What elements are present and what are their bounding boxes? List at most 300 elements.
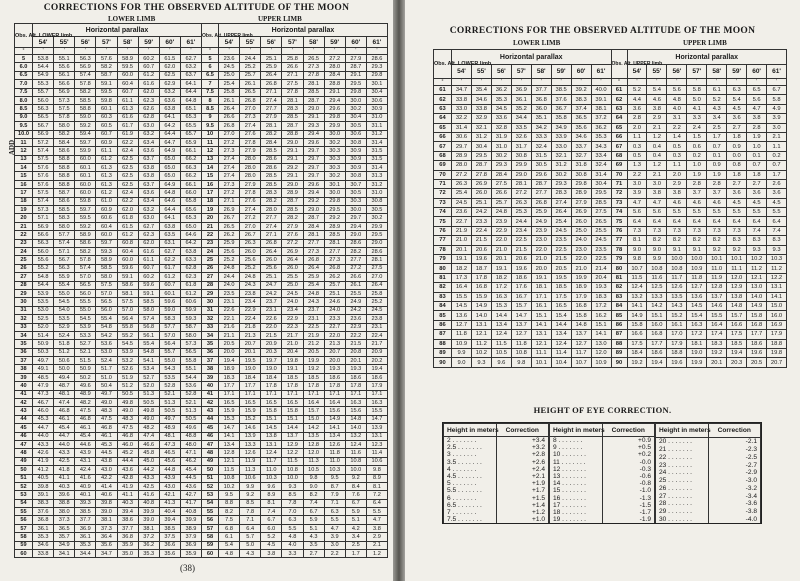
correction-cell: 47.5 [117,424,138,432]
correction-cell: 64.9 [159,147,180,155]
correction-cell: 17.0 [667,330,687,339]
hp-column-header: 58' [531,65,551,79]
correction-cell: 29.1 [282,155,303,163]
table-row [15,499,388,507]
correction-cell: 19.2 [627,358,647,367]
correction-cell: 0.8 [727,161,747,170]
correction-cell: 31.4 [591,170,611,179]
table-row [550,509,655,516]
hp-column-header: 60' [571,65,591,79]
correction-cell: 4.7 [324,524,345,532]
altitude-cell: 80 [611,264,627,273]
correction-cell: 29.7 [303,164,324,172]
correction-cell: 59.5 [96,88,117,96]
correction-cell: 54.5 [75,315,96,323]
correction-cell: 3.8 [261,550,282,558]
correction-cell: 27.4 [219,172,240,180]
hp-column-header: 60' [159,37,180,48]
correction-value: -3.0 [708,477,761,485]
altitude-cell: 81 [611,273,627,282]
correction-cell: 52.6 [117,365,138,373]
table-row [656,492,761,500]
correction-cell: 64.7 [159,138,180,146]
correction-cell: 20.2 [366,357,387,365]
correction-cell: 64.9 [159,180,180,188]
correction-cell: 63.7 [138,155,159,163]
correction-cell: 58.6 [75,239,96,247]
altitude-cell: 53 [15,491,33,499]
altitude-cell: 17 [15,189,33,197]
height-value: 2.5 . . . . . . . [444,444,497,451]
correction-cell: 28.1 [366,256,387,264]
correction-cell: 12.1 [747,273,767,282]
page-title: CORRECTIONS FOR THE OBSERVED ALTITUDE OF THE MOON [43,3,350,13]
table-row [15,449,388,457]
correction-cell: 46.1 [75,424,96,432]
correction-value: -0.6 [602,473,655,480]
correction-cell: 26.4 [282,256,303,264]
correction-cell: 30.0 [324,189,345,197]
correction-cell: 21.5 [511,245,531,254]
correction-cell: 1.9 [707,170,727,179]
correction-cell: 10.8 [345,457,366,465]
correction-cell: 15.7 [727,311,747,320]
correction-cell: 43.8 [96,457,117,465]
altitude-cell: 43 [15,407,33,415]
correction-cell: 14.4 [551,320,571,329]
altitude-cell: 24 [202,247,219,255]
altitude-cell: 9 [202,113,219,121]
correction-cell: 55.6 [54,63,75,71]
correction-cell: 14.1 [219,432,240,440]
correction-cell: 19.4 [366,365,387,373]
correction-cell: 0.2 [767,151,787,160]
altitude-cell: 10.0 [15,130,33,138]
correction-cell: 25.8 [366,289,387,297]
correction-cell: 17.8 [282,382,303,390]
correction-cell: 5.1 [303,524,324,532]
correction-cell: 62.7 [180,55,201,63]
correction-cell: 25.5 [282,273,303,281]
altitude-cell: 15 [202,172,219,180]
correction-cell: 15.8 [627,320,647,329]
correction-cell: 9.8 [511,358,531,367]
correction-cell: 9.3 [767,245,787,254]
correction-cell: 4.3 [707,104,727,113]
correction-cell: 21.5 [261,331,282,339]
altitude-cell: 54 [15,499,33,507]
correction-cell: 2.2 [667,123,687,132]
correction-cell: 15.1 [647,311,667,320]
correction-cell: 2.1 [767,132,787,141]
table-row [15,348,388,356]
correction-cell: 35.3 [491,95,511,104]
unit-cell: ' [511,79,531,86]
correction-cell: 41.8 [54,466,75,474]
correction-cell: 61.7 [117,122,138,130]
correction-cell: 29.5 [366,231,387,239]
table-row [434,217,787,226]
correction-cell: 2.9 [647,114,667,123]
table-row [434,245,787,254]
correction-cell: 13.6 [687,292,707,301]
correction-cell: 9.2 [727,245,747,254]
correction-cell: 27.6 [240,130,261,138]
altitude-cell: 50 [202,466,219,474]
correction-cell: 26.4 [261,247,282,255]
correction-cell: 36.1 [75,533,96,541]
correction-cell: 21.7 [366,340,387,348]
correction-cell: 4.3 [303,533,324,541]
correction-header: Correction [496,424,549,437]
correction-cell: 37.4 [571,104,591,113]
correction-cell: 10.7 [627,264,647,273]
altitude-cell: 28 [202,281,219,289]
correction-cell: 58.0 [54,222,75,230]
correction-cell: 26.9 [219,206,240,214]
correction-cell: 30.8 [511,151,531,160]
correction-cell: 29.8 [345,88,366,96]
correction-cell: 26.5 [303,55,324,63]
correction-cell: 60.2 [138,273,159,281]
correction-cell: 26.3 [240,239,261,247]
correction-cell: 62.2 [159,256,180,264]
correction-cell: 4.3 [240,550,261,558]
correction-cell: 66.0 [180,189,201,197]
lower-limb-label: LOWER LIMB [513,39,561,47]
correction-cell: 38.1 [591,104,611,113]
correction-cell: 23.8 [240,289,261,297]
correction-cell: 18.6 [324,373,345,381]
correction-cell: 58.7 [54,189,75,197]
correction-cell: 40.3 [117,499,138,507]
correction-cell: 64.4 [159,130,180,138]
correction-cell: 18.5 [727,339,747,348]
correction-cell: 66.3 [180,164,201,172]
hp-column-header: 56' [261,37,282,48]
altitude-cell: 57 [202,524,219,532]
correction-cell: 47.5 [75,407,96,415]
correction-cell: 28.1 [511,179,531,188]
correction-cell: 22.3 [282,323,303,331]
correction-cell: 16.5 [282,399,303,407]
correction-cell: 55.1 [180,365,201,373]
hp-column-header: 59' [324,37,345,48]
correction-cell: 19.8 [767,348,787,357]
correction-cell: 24.9 [345,298,366,306]
altitude-cell: 52 [15,482,33,490]
unit-cell: ' [138,48,159,55]
correction-cell: 33.4 [591,151,611,160]
correction-cell: 27.7 [345,256,366,264]
correction-cell: 56.6 [54,80,75,88]
correction-cell: 36.8 [531,95,551,104]
correction-cell: 63.6 [138,147,159,155]
correction-cell: 20.7 [767,358,787,367]
correction-cell: 61.6 [138,247,159,255]
correction-cell: 29.6 [324,105,345,113]
correction-cell: 0.3 [627,142,647,151]
correction-cell: 31.4 [366,138,387,146]
correction-cell: 63.7 [138,180,159,188]
correction-cell: 15.1 [261,415,282,423]
correction-cell: 6.4 [727,217,747,226]
correction-cell: 47.9 [33,382,54,390]
correction-cell: 36.2 [591,123,611,132]
correction-cell: 57.4 [75,71,96,79]
correction-cell: 14.0 [471,311,491,320]
correction-cell: 55.0 [159,357,180,365]
correction-cell: 15.6 [345,407,366,415]
correction-cell: 14.7 [366,415,387,423]
correction-cell: 52.1 [180,399,201,407]
hp-header-lower: Horizontal parallax [33,24,202,37]
correction-cell: 12.7 [452,320,472,329]
correction-cell: 54.8 [96,323,117,331]
correction-cell: 17.5 [627,339,647,348]
height-value: 28 . . . . . . . [656,500,709,508]
altitude-cell: 59 [15,541,33,549]
correction-cell: 3.6 [727,114,747,123]
table-row [15,415,388,423]
table-row [444,444,549,451]
correction-cell: 37.7 [75,516,96,524]
correction-cell: 57.7 [159,323,180,331]
correction-cell: 14.1 [324,424,345,432]
correction-cell: 35.4 [471,86,491,95]
table-row [15,482,388,490]
correction-cell: 28.7 [282,122,303,130]
correction-cell: 2.1 [647,123,667,132]
correction-cell: 66.1 [180,147,201,155]
altitude-cell: 21 [202,222,219,230]
correction-value: +1.7 [496,487,549,494]
correction-cell: 22.5 [591,255,611,264]
correction-cell: 11.8 [511,339,531,348]
correction-cell: 28.1 [303,80,324,88]
correction-cell: 29.1 [282,172,303,180]
correction-cell: 43.0 [159,482,180,490]
correction-cell: 11.4 [551,348,571,357]
correction-cell: 17.9 [366,382,387,390]
correction-cell: 35.3 [138,550,159,558]
correction-cell: 11.2 [471,339,491,348]
height-value: 9 . . . . . . . [550,444,603,451]
correction-cell: 41.1 [117,491,138,499]
altitude-cell: 33 [202,323,219,331]
correction-cell: 43.6 [180,482,201,490]
correction-cell: 56.3 [75,55,96,63]
correction-cell: 56.9 [33,222,54,230]
correction-cell: 23.6 [345,315,366,323]
correction-cell: 24.5 [591,236,611,245]
hp-column-header: 54' [627,65,647,79]
correction-cell: 31.0 [366,189,387,197]
correction-cell: 15.8 [282,407,303,415]
correction-cell: 63.6 [138,189,159,197]
correction-cell: 25.0 [571,226,591,235]
unit-cell: ' [345,48,366,55]
correction-cell: 25.5 [345,289,366,297]
correction-cell: 10.2 [471,348,491,357]
altitude-cell: 37 [202,357,219,365]
correction-cell: 19.3 [345,365,366,373]
correction-cell: 28.7 [471,161,491,170]
correction-cell: 11.3 [303,457,324,465]
correction-cell: 5.2 [707,95,727,104]
correction-cell: 21.2 [303,340,324,348]
correction-cell: 27.7 [261,214,282,222]
table-row [15,122,388,130]
correction-cell: 45.3 [33,415,54,423]
correction-cell: 28.3 [551,189,571,198]
correction-cell: 46.0 [117,440,138,448]
correction-cell: 56.5 [75,281,96,289]
correction-cell: 39.4 [117,508,138,516]
correction-cell: 55.8 [180,357,201,365]
correction-cell: 47.4 [54,399,75,407]
altitude-cell: 51 [15,474,33,482]
correction-cell: 30.6 [345,130,366,138]
correction-value: -3.2 [708,484,761,492]
correction-cell: 28.3 [261,189,282,197]
correction-cell: 13.0 [747,283,767,292]
table-row [434,86,787,95]
altitude-cell: 47 [202,440,219,448]
correction-cell: 10.8 [647,264,667,273]
correction-cell: 27.2 [511,189,531,198]
table-row [656,500,761,508]
correction-cell: 27.1 [282,71,303,79]
correction-cell: 42.8 [117,474,138,482]
correction-cell: 12.1 [531,339,551,348]
correction-cell: 25.4 [303,281,324,289]
height-value: 24 . . . . . . . [656,469,709,477]
altitude-cell: 58 [202,533,219,541]
correction-cell: 1.2 [366,550,387,558]
correction-cell: 16.8 [647,330,667,339]
correction-cell: 36.2 [138,541,159,549]
correction-cell: 29.0 [282,138,303,146]
unit-cell: ' [531,79,551,86]
correction-cell: 13.1 [531,330,551,339]
correction-cell: 13.9 [240,432,261,440]
correction-cell: 35.0 [117,550,138,558]
correction-cell: 58.4 [54,138,75,146]
correction-cell: 5.4 [219,541,240,549]
correction-cell: 5.7 [240,533,261,541]
correction-cell: 2.9 [667,179,687,188]
height-value: 6 . . . . . . . [444,495,497,502]
altitude-cell: 62 [611,95,627,104]
correction-cell: 14.1 [627,301,647,310]
correction-cell: 10.5 [491,348,511,357]
correction-cell: 40.8 [138,499,159,507]
correction-cell: 38.1 [138,524,159,532]
correction-cell: 8.7 [324,482,345,490]
correction-cell: 61.5 [159,55,180,63]
altitude-cell: 60 [15,550,33,558]
table-row [656,515,761,523]
table-row [15,105,388,113]
correction-cell: 27.9 [571,198,591,207]
correction-cell: 58.5 [138,298,159,306]
height-value: 11 . . . . . . . [550,459,603,466]
correction-cell: 23.1 [366,323,387,331]
correction-cell: 22.9 [240,306,261,314]
correction-cell: 17.2 [687,330,707,339]
altitude-cell: 56 [202,516,219,524]
table-row [434,311,787,320]
correction-cell: 31.3 [366,172,387,180]
altitude-cell: 22 [202,231,219,239]
correction-cell: 30.3 [345,197,366,205]
correction-cell: 33.8 [471,104,491,113]
altitude-cell: 28 [15,281,33,289]
correction-cell: 1.9 [687,170,707,179]
correction-cell: 42.6 [33,449,54,457]
altitude-cell: 58 [15,533,33,541]
correction-cell: 8.4 [345,482,366,490]
correction-cell: 8.2 [667,236,687,245]
correction-cell: 8.3 [767,236,787,245]
correction-value: +0.5 [602,444,655,451]
altitude-cell: 88 [434,339,452,348]
table-row [550,502,655,509]
correction-cell: 17.1 [324,390,345,398]
correction-cell: 52.4 [96,357,117,365]
correction-cell: 9.3 [282,482,303,490]
correction-cell: 2.4 [687,123,707,132]
correction-cell: 5.4 [727,95,747,104]
correction-cell: 20.5 [219,340,240,348]
correction-cell: 60.1 [75,164,96,172]
correction-cell: 5.0 [240,541,261,549]
correction-cell: 6.7 [767,86,787,95]
correction-cell: 24.5 [219,63,240,71]
correction-cell: 27.6 [240,197,261,205]
correction-cell: 24.4 [219,273,240,281]
correction-cell: 59.8 [96,96,117,104]
correction-cell: 1.8 [727,170,747,179]
correction-cell: 25.8 [282,55,303,63]
correction-cell: 22.6 [219,306,240,314]
correction-cell: 56.4 [159,340,180,348]
unit-cell: ' [54,48,75,55]
correction-cell: 11.7 [571,348,591,357]
correction-value: -1.7 [602,509,655,516]
correction-cell: 12.4 [627,283,647,292]
correction-cell: 53.0 [33,306,54,314]
correction-cell: 61.2 [117,231,138,239]
correction-cell: 23.5 [219,289,240,297]
correction-cell: 23.5 [591,245,611,254]
hp-column-header: 60' [345,37,366,48]
height-value: 22 . . . . . . . [656,454,709,462]
correction-cell: 57.8 [54,113,75,121]
correction-cell: 51.2 [54,348,75,356]
table-row [444,466,549,473]
correction-cell: 59.5 [117,63,138,71]
correction-cell: 50.2 [75,373,96,381]
altitude-cell: 47 [15,440,33,448]
correction-cell: 2.8 [747,123,767,132]
altitude-cell: 20 [15,214,33,222]
table-row [550,516,655,523]
correction-cell: 9.9 [240,482,261,490]
correction-cell: 20.1 [452,245,472,254]
correction-cell: 60.1 [159,289,180,297]
